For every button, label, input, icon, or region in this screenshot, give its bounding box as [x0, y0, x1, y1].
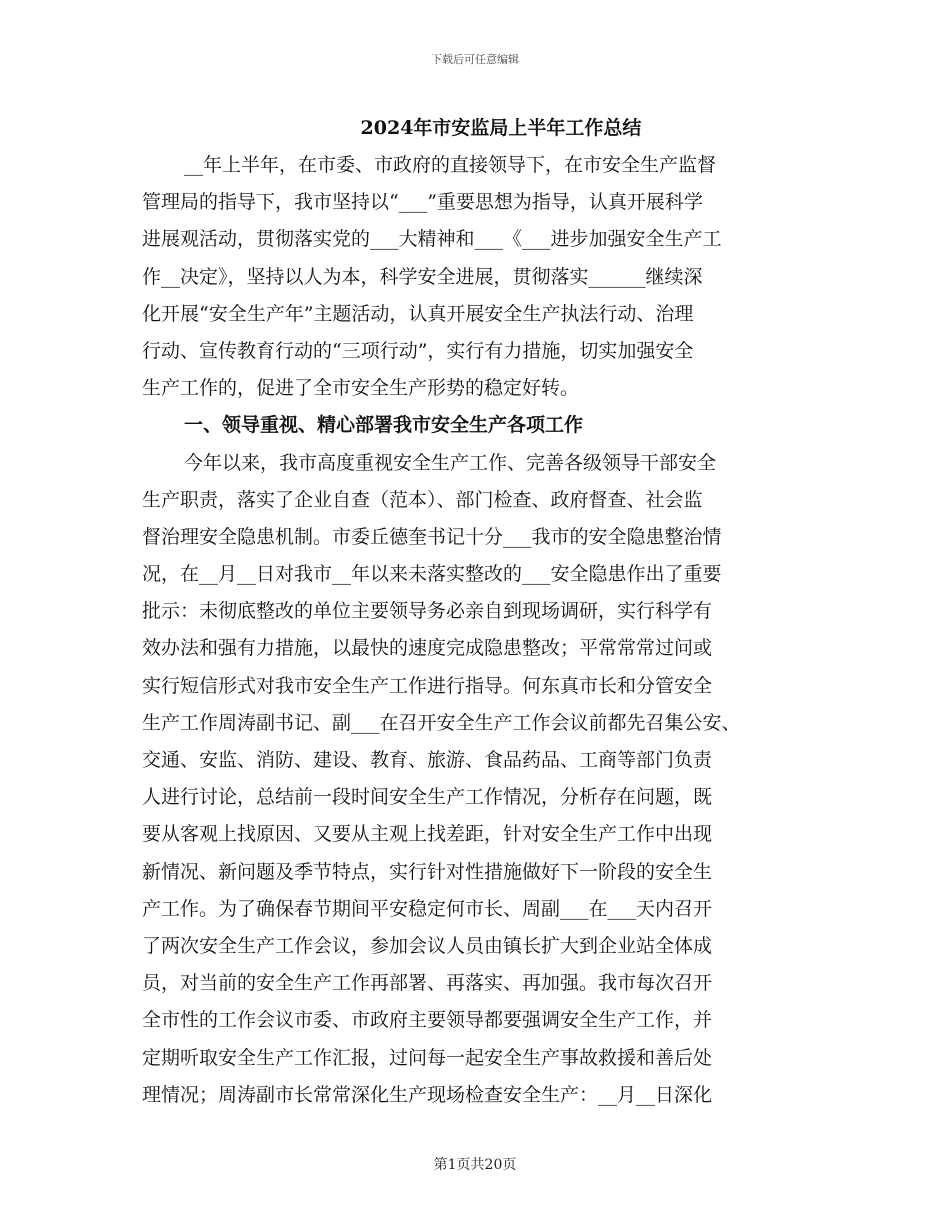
paragraph-intro [142, 147, 802, 407]
text-line: 人进行讨论，总结前一段时间安全生产工作情况，分析存在问题，既 [142, 786, 713, 809]
text-line: 交通、安监、消防、建设、教育、旅游、食品药品、工商等部门负责 [142, 749, 713, 771]
text-line: 进展观活动，贯彻落实党的___大精神和___《___进步加强安全生产工 [142, 228, 722, 251]
text-line: 化开展“安全生产年”主题活动，认真开展安全生产执法行动、治理 [142, 302, 694, 325]
text-line: 理情况；周涛副市长常常深化生产现场检查安全生产：__月__日深化 [142, 1083, 713, 1106]
section-heading: 一、领导重视、精心部署我市安全生产各项工作 [184, 414, 584, 437]
text-line: 效办法和强有力措施，以最快的速度完成隐患整改；平常常常过问或 [142, 637, 713, 660]
text-line: 定期听取安全生产工作汇报，过问每一起安全生产事故救援和善后处 [142, 1046, 713, 1069]
text-line: __年上半年，在市委、市政府的直接领导下，在市安全生产监督 [184, 154, 717, 176]
text-line: 员，对当前的安全生产工作再部署、再落实、再加强。我市每次召开 [142, 972, 713, 995]
text-line: 作__决定》，坚持以人为本，科学安全进展，贯彻落实______继续深 [142, 265, 703, 288]
text-line: 实行短信形式对我市安全生产工作进行指导。何东真市长和分管安全 [142, 674, 713, 697]
text-line: 生产工作周涛副书记、副___在召开安全生产工作会议前都先召集公安、 [142, 711, 741, 734]
text-line: 了两次安全生产工作会议，参加会议人员由镇长扩大到企业站全体成 [142, 934, 713, 957]
text-line: 今年以来，我市高度重视安全生产工作、完善各级领导干部安全 [184, 451, 717, 474]
document-title: 2024年市安监局上半年工作总结 [360, 117, 642, 139]
document-body [142, 147, 802, 1114]
text-line: 产工作。为了确保春节期间平安稳定何市长、周副___在___天内召开 [142, 897, 713, 920]
page-number: 第1页共20页 [433, 1157, 517, 1173]
text-line: 全市性的工作会议市委、市政府主要领导都要强调安全生产工作，并 [142, 1009, 713, 1032]
text-line: 要从客观上找原因、又要从主观上找差距，针对安全生产工作中出现 [142, 823, 713, 846]
header-note: 下载后可任意编辑 [431, 53, 519, 66]
text-line: 管理局的指导下，我市坚持以“___”重要思想为指导，认真开展科学 [142, 191, 703, 214]
text-line: 行动、宣传教育行动的“三项行动”，实行有力措施，切实加强安全 [142, 339, 694, 362]
text-line: 生产职责，落实了企业自查（范本）、部门检查、政府督查、社会监 [142, 488, 703, 511]
paragraph-section1 [142, 445, 802, 1114]
text-line: 况，在__月__日对我市__年以来未落实整改的___安全隐患作出了重要 [142, 563, 722, 586]
text-line: 新情况、新问题及季节特点，实行针对性措施做好下一阶段的安全生 [142, 860, 713, 883]
text-line: 批示：未彻底整改的单位主要领导务必亲自到现场调研，实行科学有 [142, 600, 713, 623]
text-line: 生产工作的，促进了全市安全生产形势的稳定好转。 [142, 377, 580, 400]
text-line: 督治理安全隐患机制。市委丘德奎书记十分___我市的安全隐患整治情 [142, 525, 722, 548]
